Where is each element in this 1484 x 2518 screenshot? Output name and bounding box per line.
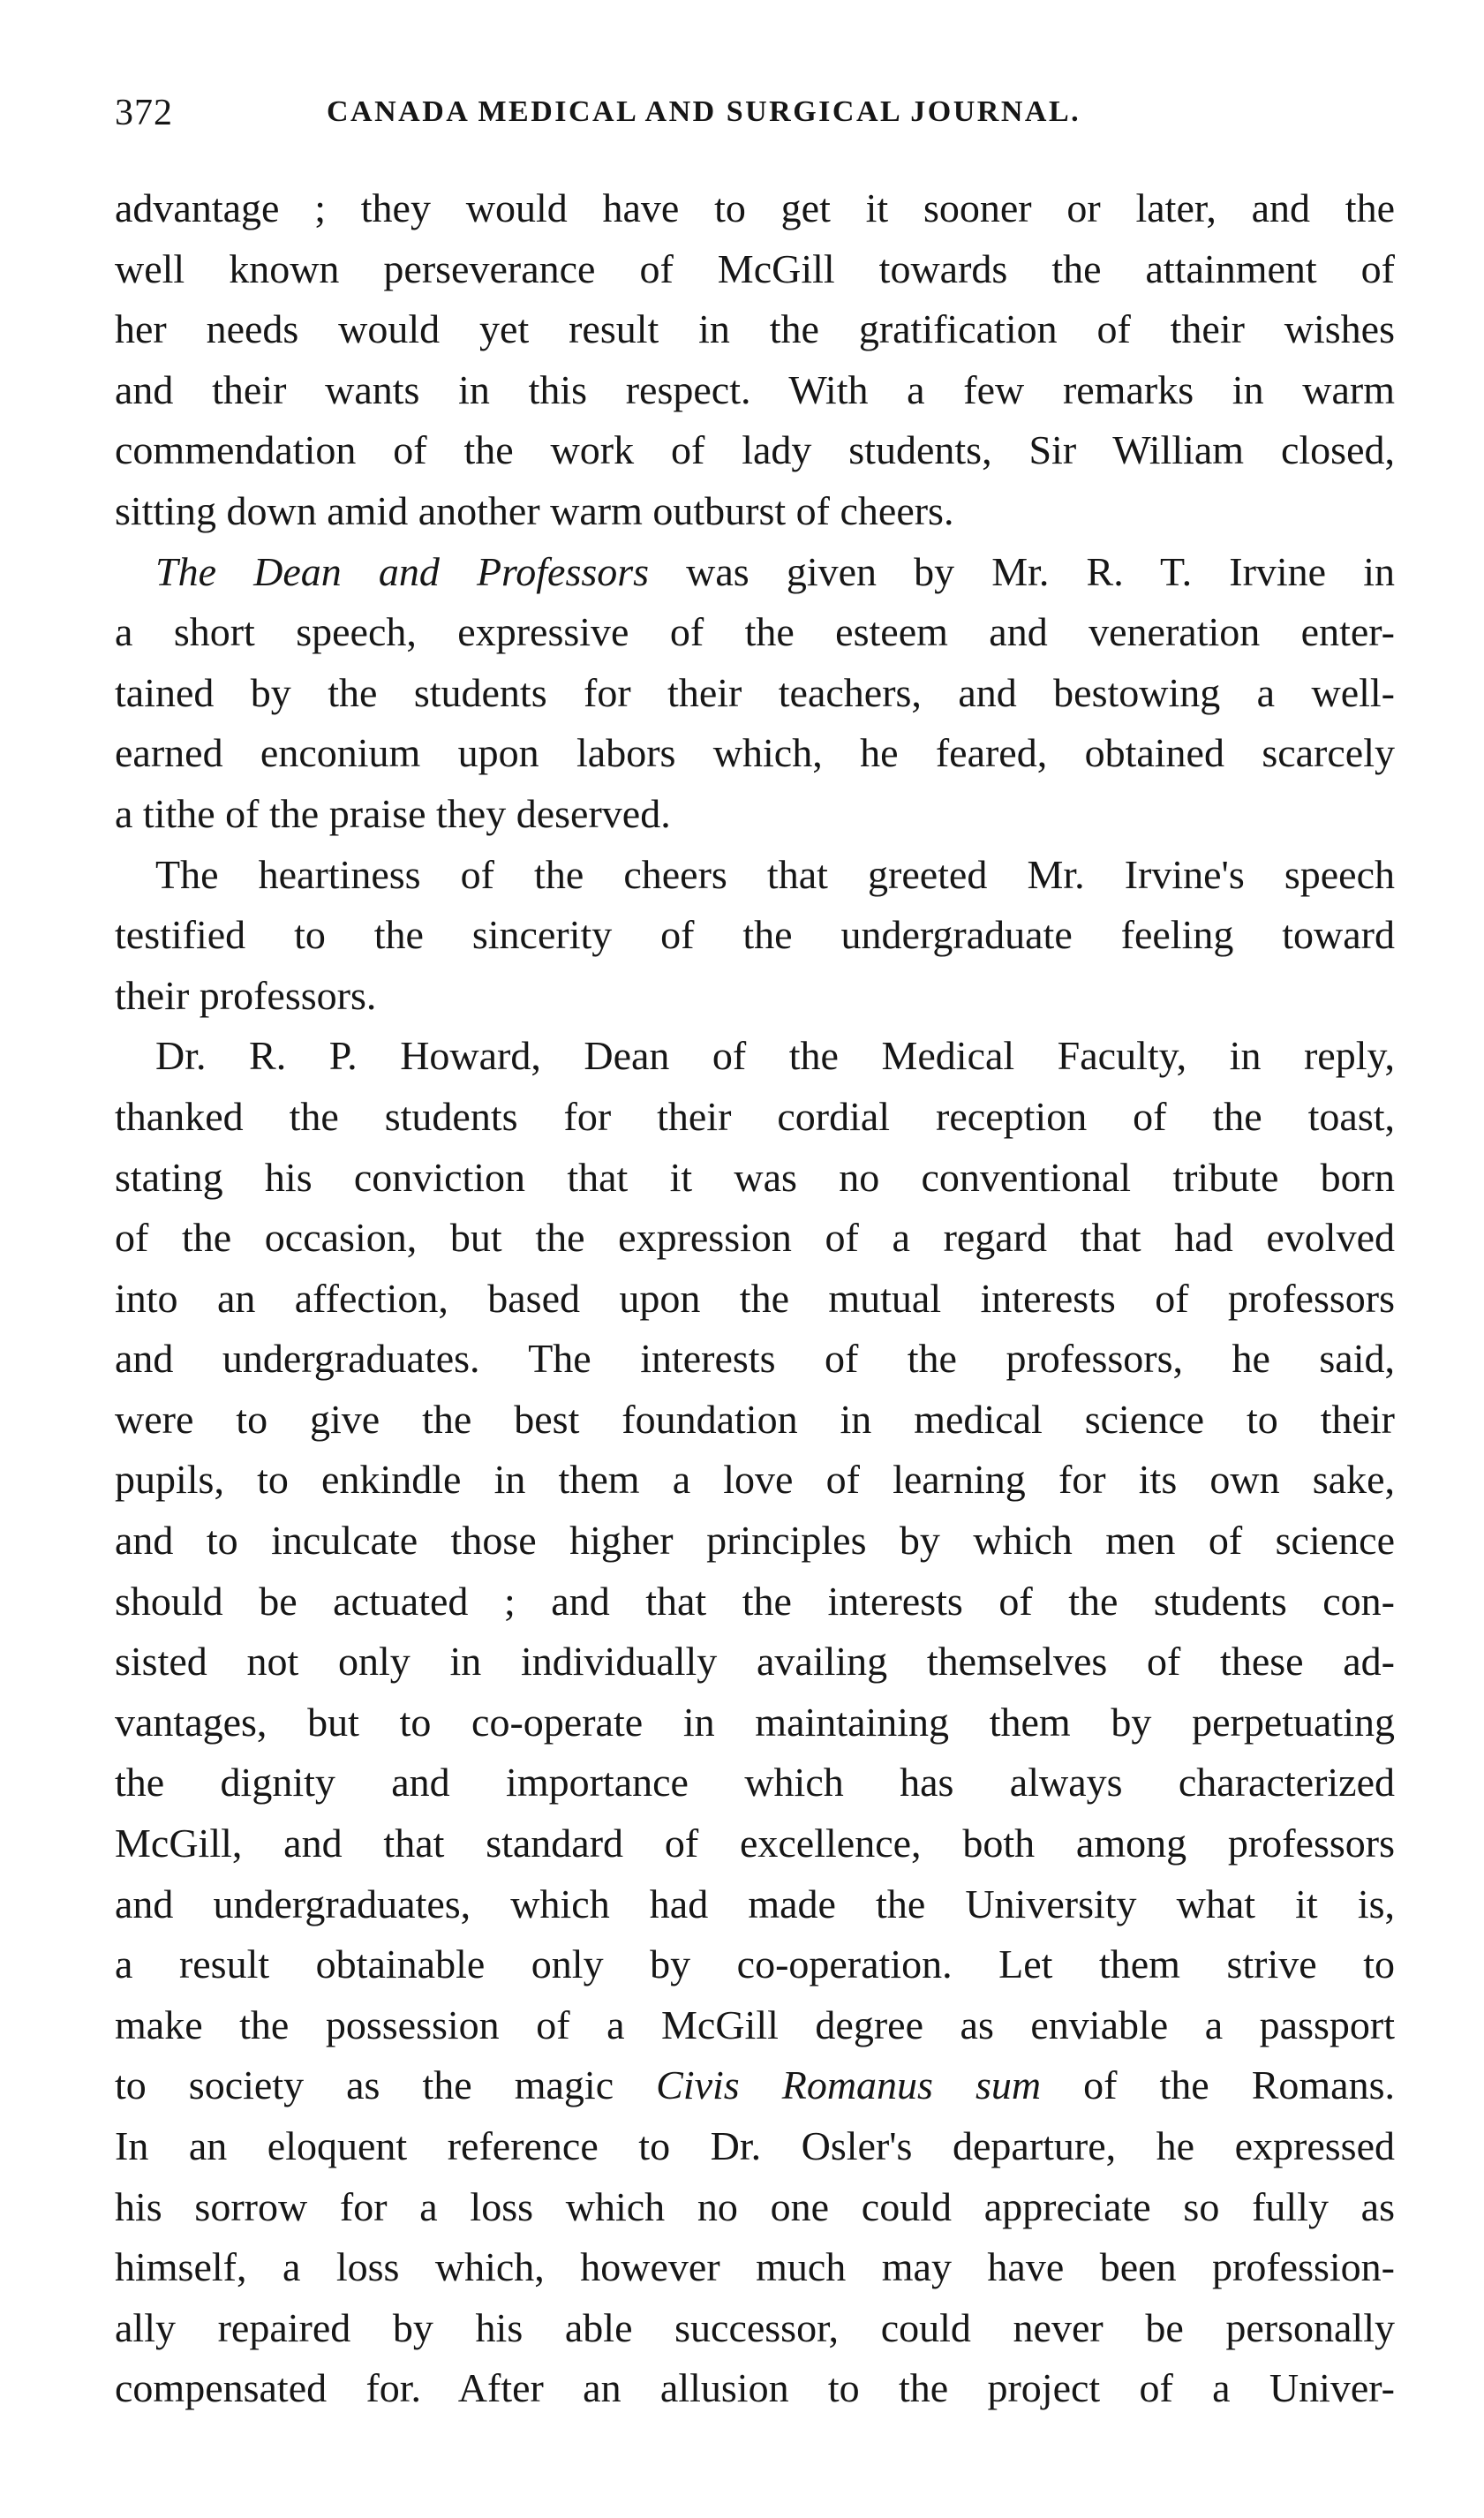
text-line: McGill, and that standard of excellence, both among professors: [115, 1821, 1395, 1866]
text-line: and undergraduates, which had made the University what it is,: [115, 1881, 1395, 1926]
text-line: a tithe of the praise they deserved.: [115, 790, 671, 836]
text-line: commendation of the work of lady students, Sir William closed,: [115, 427, 1395, 473]
text-line: himself, a loss which, however much may have been profession-: [115, 2244, 1395, 2290]
running-head: [115, 92, 1395, 154]
text-line: well known perseverance of McGill towards the attainment of: [115, 245, 1395, 291]
line-text: to society as the magic: [115, 2062, 657, 2108]
text-line: In an eloquent reference to Dr. Osler's departure, he expressed: [115, 2123, 1395, 2168]
text-line: compensated for. After an allusion to the project of a Univer-: [115, 2365, 1395, 2411]
text-line: tained by the students for their teachers, and bestowing a well-: [115, 669, 1395, 715]
text-line: [115, 542, 1395, 603]
text-line: a short speech, expressive of the esteem and veneration enter-: [115, 609, 1395, 655]
text-line: earned enconium upon labors which, he feared, obtained scarcely: [115, 730, 1395, 776]
text-line: The heartiness of the cheers that greeted Mr. Irvine's speech: [155, 851, 1395, 897]
text-line: sisted not only in individually availing themselves of these ad-: [115, 1639, 1395, 1685]
text-line: stating his conviction that it was no conventional tribute born: [115, 1154, 1395, 1200]
text-line: of the occasion, but the expression of a regard that had evolved: [115, 1215, 1395, 1261]
text-line: testified to the sincerity of the undergraduate feeling toward: [115, 912, 1395, 958]
text-line: sitting down amid another warm outburst of cheers.: [115, 487, 954, 533]
text-line: the dignity and importance which has always characterized: [115, 1760, 1395, 1806]
text-line: [115, 2055, 1395, 2116]
page-number: 372: [115, 93, 173, 133]
article-body: [115, 178, 1395, 2419]
line-text: of the Romans.: [1041, 2062, 1395, 2108]
text-line: a result obtainable only by co-operation. Let them strive to: [115, 1941, 1395, 1987]
text-line: ally repaired by his able successor, could never be personally: [115, 2304, 1395, 2350]
text-line: and undergraduates. The interests of the professors, he said,: [115, 1336, 1395, 1382]
text-line: vantages, but to co-operate in maintaining them by perpetuating: [115, 1699, 1395, 1745]
text-line: should be actuated ; and that the interests of the students con-: [115, 1578, 1395, 1624]
text-line: and their wants in this respect. With a few remarks in warm: [115, 366, 1395, 412]
text-line: Dr. R. P. Howard, Dean of the Medical Faculty, in reply,: [155, 1033, 1395, 1079]
line-text: was given by Mr. R. T. Irvine in: [649, 548, 1395, 594]
text-line: make the possession of a McGill degree as enviable a passport: [115, 2002, 1395, 2047]
journal-page: [115, 92, 1395, 2419]
toast-title: The Dean and Professors: [155, 548, 650, 594]
text-line: and to inculcate those higher principles by which men of science: [115, 1518, 1395, 1564]
latin-phrase: Civis Romanus sum: [656, 2062, 1042, 2108]
text-line: into an affection, based upon the mutual interests of professors: [115, 1275, 1395, 1321]
text-line: were to give the best foundation in medical science to their: [115, 1396, 1395, 1442]
text-line: thanked the students for their cordial reception of the toast,: [115, 1093, 1395, 1139]
text-line: advantage ; they would have to get it sooner or later, and the: [115, 185, 1395, 230]
journal-title: CANADA MEDICAL AND SURGICAL JOURNAL.: [327, 95, 1081, 128]
text-line: her needs would yet result in the gratification of their wishes: [115, 306, 1395, 352]
text-line: their professors.: [115, 972, 377, 1018]
text-line: his sorrow for a loss which no one could appreciate so fully as: [115, 2183, 1395, 2229]
text-line: pupils, to enkindle in them a love of learning for its own sake,: [115, 1457, 1395, 1503]
